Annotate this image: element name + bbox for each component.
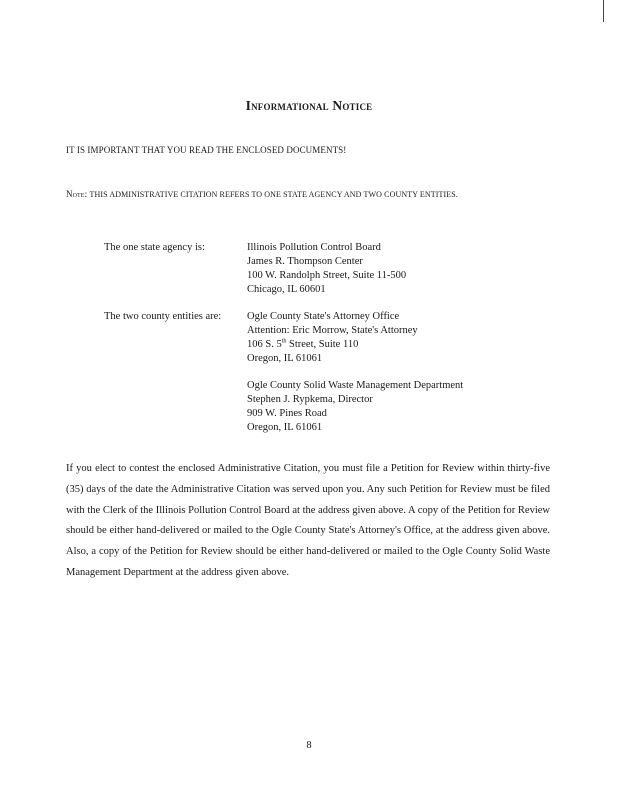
- county-entity1-address: [247, 310, 418, 366]
- notice-title: Informational Notice: [245, 98, 373, 113]
- address-line: Illinois Pollution Control Board: [247, 242, 381, 253]
- state-agency-address: [247, 241, 406, 297]
- note-lead: Note:: [66, 189, 88, 199]
- county-entity2-address: [247, 379, 463, 435]
- page-number: 8: [306, 740, 312, 751]
- note-body: THIS ADMINISTRATIVE CITATION REFERS TO ONE STATE AGENCY AND TWO COUNTY ENTITIES.: [89, 190, 458, 199]
- address-line: Ogle County Solid Waste Management Department: [247, 380, 464, 391]
- address-line: Stephen J. Rypkema, Director: [247, 394, 373, 405]
- page-edge-line: [603, 0, 604, 22]
- county-entities-label: The two county entities are:: [104, 311, 222, 322]
- address-line: Oregon, IL 61061: [247, 422, 323, 433]
- instructions-paragraph: If you elect to contest the enclosed Administrative Citation, you must file a Petition for Review within thirty-five (35) days of the date the Administrative Citation was served upon you. Any such Petition for Review must be filed with the Clerk of the Illinois Pollution Control Board at the address given above. A copy of the Petition for Review should be either hand-delivered or mailed to the Ogle County State's Attorney's Office, at the address given above. Also, a copy of the Petition for Review should be either hand-delivered or mailed to the Ogle County Solid Waste Management Department at the address given above.: [66, 463, 550, 578]
- address-line: 100 W. Randolph Street, Suite 11-500: [247, 270, 407, 281]
- address-line: [247, 338, 418, 352]
- address-line: James R. Thompson Center: [247, 256, 363, 267]
- street-number: 106 S. 5: [247, 339, 282, 350]
- note-paragraph: [66, 187, 506, 202]
- important-notice: IT IS IMPORTANT THAT YOU READ THE ENCLOSED DOCUMENTS!: [66, 145, 347, 155]
- address-line: Attention: Eric Morrow, State's Attorney: [247, 325, 418, 336]
- address-line: Ogle County State's Attorney Office: [247, 311, 400, 322]
- address-line: 909 W. Pines Road: [247, 408, 327, 419]
- address-line: Oregon, IL 61061: [247, 353, 323, 364]
- ordinal-suffix: th: [281, 338, 287, 345]
- state-agency-label: The one state agency is:: [104, 242, 205, 253]
- street-rest: Street, Suite 110: [286, 339, 359, 350]
- address-line: Chicago, IL 60601: [247, 284, 326, 295]
